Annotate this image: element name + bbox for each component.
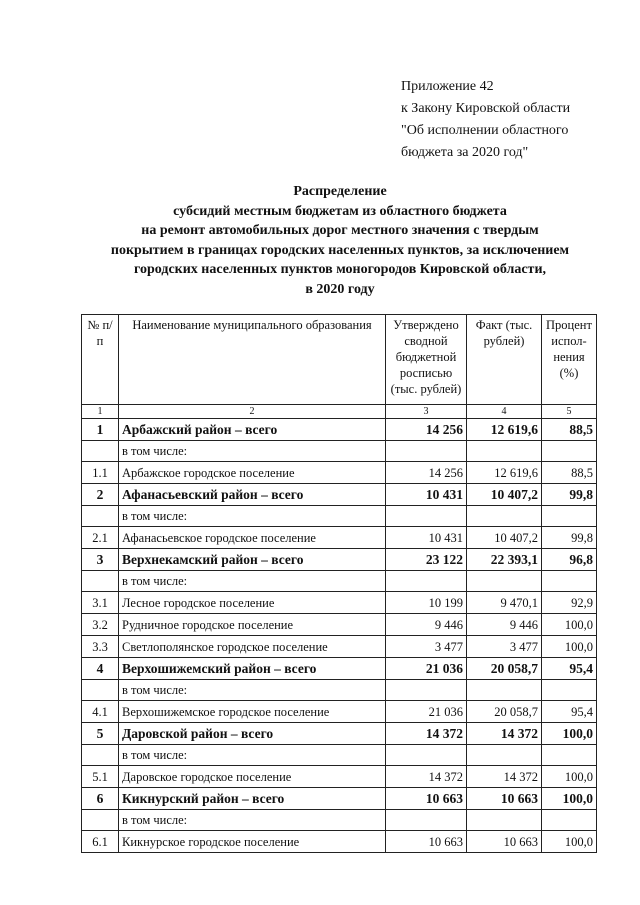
row-num: 5 [82,723,119,745]
row-name: Лесное городское поселение [119,592,386,614]
row-fact: 10 663 [467,788,542,810]
row-name: Рудничное городское поселение [119,614,386,636]
row-percent: 100,0 [542,831,597,853]
row-fact: 10 663 [467,831,542,853]
row-fact: 14 372 [467,723,542,745]
title-line: городских населенных пунктов моногородов Кировской области, [133,262,547,277]
row-num: 1 [82,419,119,441]
row-name: Светлополянское городское поселение [119,636,386,658]
row-plan: 10 199 [386,592,467,614]
row-fact: 22 393,1 [467,549,542,571]
header-name: Наименование муниципального образования [119,315,386,405]
row-num: 3.2 [82,614,119,636]
row-num: 2 [82,484,119,506]
row-plan: 14 256 [386,462,467,484]
header-fact: Факт (тыс. рублей) [467,315,542,405]
row-name: Верхнекамский район – всего [119,549,386,571]
appendix-line: "Об исполнении областного [401,123,569,138]
row-percent: 95,4 [542,658,597,680]
table-row-total [82,658,597,680]
row-percent: 100,0 [542,636,597,658]
row-percent: 99,8 [542,484,597,506]
row-percent: 100,0 [542,766,597,788]
including-label: в том числе: [119,441,386,462]
including-label: в том числе: [119,506,386,527]
row-plan: 10 663 [386,831,467,853]
table-row-including [82,441,597,462]
table-row-including [82,680,597,701]
row-fact: 10 407,2 [467,484,542,506]
table-row-total [82,419,597,441]
including-label: в том числе: [119,745,386,766]
table-row-including [82,571,597,592]
row-plan: 21 036 [386,658,467,680]
appendix-reference [401,76,570,164]
col-number: 1 [82,405,119,419]
row-name: Верхошижемское городское поселение [119,701,386,723]
row-percent: 88,5 [542,462,597,484]
row-fact: 9 470,1 [467,592,542,614]
row-percent: 95,4 [542,701,597,723]
row-name: Кикнурское городское поселение [119,831,386,853]
row-plan: 14 256 [386,419,467,441]
table-row-including [82,745,597,766]
table-row-including [82,810,597,831]
row-fact: 14 372 [467,766,542,788]
row-name: Арбажский район – всего [119,419,386,441]
appendix-line: бюджета за 2020 год" [401,145,529,160]
row-fact: 20 058,7 [467,701,542,723]
header-num: № п/п [82,315,119,405]
row-fact: 20 058,7 [467,658,542,680]
row-num: 6 [82,788,119,810]
title-line: в 2020 году [305,281,375,297]
header-plan: Утверждено сводной бюджетной росписью (тыс. рублей) [386,315,467,405]
title-line: Распределение [293,184,387,199]
row-fact: 12 619,6 [467,419,542,441]
table-row [82,766,597,788]
title-line: субсидий местным бюджетам из областного бюджета [173,203,507,219]
row-num: 5.1 [82,766,119,788]
row-plan: 23 122 [386,549,467,571]
row-percent: 99,8 [542,527,597,549]
row-percent: 100,0 [542,614,597,636]
table-header-row [82,315,597,405]
table-row [82,831,597,853]
row-name: Верхошижемский район – всего [119,658,386,680]
row-name: Даровское городское поселение [119,766,386,788]
table-row-total [82,788,597,810]
row-percent: 100,0 [542,788,597,810]
appendix-line: Приложение 42 [401,79,494,94]
table-row [82,636,597,658]
title-line: покрытием в границах городских населенных пунктов, за исключением [110,242,570,258]
row-num: 2.1 [82,527,119,549]
table-row-total [82,484,597,506]
row-plan: 10 431 [386,527,467,549]
col-number: 4 [467,405,542,419]
row-plan: 14 372 [386,766,467,788]
appendix-line: к Закону Кировской области [401,101,571,116]
table-row [82,592,597,614]
row-plan: 9 446 [386,614,467,636]
table-row-total [82,723,597,745]
table-row [82,462,597,484]
row-name: Кикнурский район – всего [119,788,386,810]
row-plan: 10 663 [386,788,467,810]
row-fact: 9 446 [467,614,542,636]
row-percent: 100,0 [542,723,597,745]
col-number: 3 [386,405,467,419]
row-name: Афанасьевский район – всего [119,484,386,506]
row-num: 3 [82,549,119,571]
header-percent: Процент испол-нения (%) [542,315,597,405]
title-line: на ремонт автомобильных дорог местного значения с твердым [141,223,539,238]
row-num: 4 [82,658,119,680]
subsidy-table [81,314,597,853]
row-name: Афанасьевское городское поселение [119,527,386,549]
row-num: 3.3 [82,636,119,658]
col-number: 2 [119,405,386,419]
row-plan: 3 477 [386,636,467,658]
table-row [82,701,597,723]
row-plan: 14 372 [386,723,467,745]
table-row [82,527,597,549]
including-label: в том числе: [119,810,386,831]
row-num: 6.1 [82,831,119,853]
document-title [60,182,620,299]
row-name: Арбажское городское поселение [119,462,386,484]
col-number: 5 [542,405,597,419]
row-fact: 12 619,6 [467,462,542,484]
table-row-including [82,506,597,527]
including-label: в том числе: [119,571,386,592]
column-number-row [82,405,597,419]
row-fact: 3 477 [467,636,542,658]
row-percent: 96,8 [542,549,597,571]
table-row [82,614,597,636]
table-row-total [82,549,597,571]
row-num: 4.1 [82,701,119,723]
row-num: 3.1 [82,592,119,614]
row-percent: 88,5 [542,419,597,441]
row-plan: 21 036 [386,701,467,723]
row-fact: 10 407,2 [467,527,542,549]
including-label: в том числе: [119,680,386,701]
row-name: Даровской район – всего [119,723,386,745]
row-plan: 10 431 [386,484,467,506]
row-num: 1.1 [82,462,119,484]
row-percent: 92,9 [542,592,597,614]
